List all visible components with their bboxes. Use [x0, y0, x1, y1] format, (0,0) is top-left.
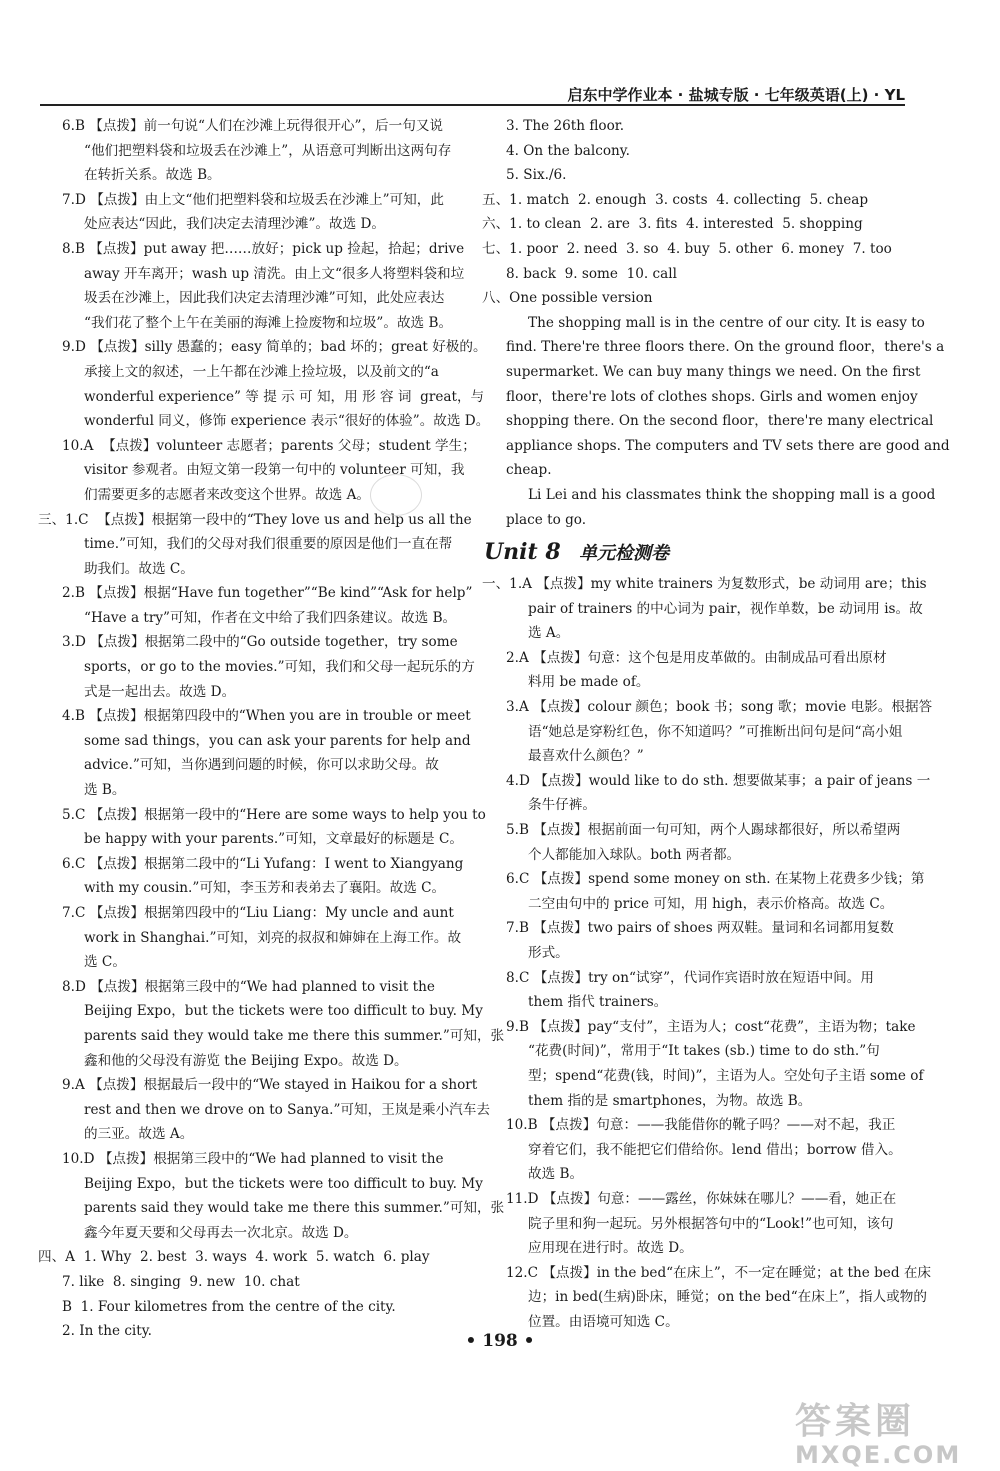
answer-line: B 1. Four kilometres from the centre of the city.	[62, 1298, 396, 1315]
answer-line: 7. like 8. singing 9. new 10. chat	[62, 1273, 300, 1290]
answer-line: 4. On the balcony.	[506, 142, 630, 159]
answer-line: parents said they would take me there this summer.”可知，张	[84, 1027, 505, 1044]
answer-line: 7.D 【点拨】由上文“他们把塑料袋和垃圾丢在沙滩上”可知，此	[62, 191, 444, 208]
answer-line: 个人都能加入球队。both 两者都。	[528, 846, 741, 863]
answer-line: 六、1. to clean 2. are 3. fits 4. interested 5. shopping	[482, 216, 863, 233]
answer-line: 选 C。	[84, 954, 126, 971]
answer-line: “我们花了整个上午在美丽的海滩上捡废物和垃圾”。故选 B。	[84, 314, 453, 331]
unit8-title-cn: 单元检测卷	[579, 543, 669, 565]
answer-line: “他们把塑料袋和垃圾丢在沙滩上”，从语意可判断出这两句存	[84, 142, 452, 159]
answer-line: 条牛仔裤。	[528, 797, 596, 814]
answer-line: “花费(时间)”，常用于“It takes (sb.) time to do sth.”句	[528, 1043, 880, 1060]
answer-line: 型；spend“花费(钱，时间)”，主语为人。空处句子主语 some of	[528, 1067, 924, 1084]
answer-line: 料用 be made of。	[528, 674, 650, 691]
answer-line: 3.D 【点拨】根据第二段中的“Go outside together，try some	[62, 634, 458, 651]
answer-line: 3.A 【点拨】colour 颜色；book 书；song 歌；movie 电影。根据答	[506, 699, 933, 716]
answer-line: some sad things，you can ask your parents for help and	[84, 732, 471, 749]
answer-line: pair of trainers 的中心词为 pair，视作单数，be 动词用 is。故	[528, 600, 923, 617]
answer-line: advice.”可知，当你遇到问题的时候，你可以求助父母。故	[84, 757, 439, 774]
answer-line: 6.C 【点拨】根据第二段中的“Li Yufang：I went to Xiangyang	[62, 855, 464, 872]
right-column-top	[482, 114, 950, 532]
right-column	[482, 114, 950, 1335]
answer-line: 位置。由语境可知选 C。	[528, 1313, 679, 1330]
answer-line: 四、A 1. Why 2. best 3. ways 4. work 5. watch 6. play	[38, 1249, 430, 1266]
answer-line: time.”可知，我们的父母对我们很重要的原因是他们一直在帮	[84, 536, 453, 553]
answer-line: 圾丢在沙滩上，因此我们决定去清理沙滩”可知，此处应表达	[84, 290, 445, 307]
answer-line: Beijing Expo，but the tickets were too difficult to buy. My	[84, 1175, 483, 1192]
watermark-text: 答案圈	[795, 1401, 916, 1442]
answer-line: 八、One possible version	[482, 290, 653, 307]
answer-line: place to go.	[506, 511, 587, 528]
answer-line: 式是一起出去。故选 D。	[84, 683, 236, 700]
answer-line: away 开车离开；wash up 清洗。由上文“很多人将塑料袋和垃	[84, 265, 465, 282]
answer-line: 穿着它们，我不能把它们借给你。lend 借出；borrow 借入。	[528, 1141, 902, 1158]
answer-line: 8.C 【点拨】try on“试穿”，代词作宾语时放在短语中间。用	[506, 969, 874, 986]
faint-stamp	[370, 474, 422, 516]
watermark-logo	[795, 1402, 995, 1470]
answer-line: 7.C 【点拨】根据第四段中的“Liu Liang：My uncle and aunt	[62, 905, 454, 921]
answer-line: 语“她总是穿粉红色，你不知道吗？”可推断出问句是问“高小姐	[528, 723, 903, 740]
answer-line: wonderful experience” 等 提 示 可 知，用 形 容 词 great，与	[84, 388, 485, 405]
answer-line: work in Shanghai.”可知，刘亮的叔叔和婶婶在上海工作。故	[84, 929, 462, 946]
page-number: • 198 •	[465, 1331, 535, 1351]
answer-line: 6.C 【点拨】spend some money on sth. 在某物上花费多少钱；第	[506, 871, 925, 888]
answer-line: 处应表达“因此，我们决定去清理沙滩”。故选 D。	[84, 216, 385, 233]
answer-line: 七、1. poor 2. need 3. so 4. buy 5. other 6. money 7. too	[482, 240, 892, 257]
answer-line: 2. In the city.	[62, 1323, 152, 1340]
answer-line: sports，or go to the movies.”可知，我们和父母一起玩乐的方	[84, 659, 475, 676]
right-column-bottom	[482, 572, 933, 1334]
answer-line: 5.C 【点拨】根据第一段中的“Here are some ways to help you to	[62, 806, 486, 823]
answer-line: Beijing Expo，but the tickets were too difficult to buy. My	[84, 1003, 483, 1020]
answer-line: 三、1.C 【点拨】根据第一段中的“They love us and help us all the	[38, 511, 472, 528]
answer-line: Li Lei and his classmates think the shopping mall is a good	[528, 486, 936, 503]
unit8-title-en: Unit 8	[484, 539, 561, 566]
answer-line: 9.B 【点拨】pay“支付”，主语为人；cost“花费”，主语为物；take	[506, 1018, 916, 1035]
answer-line: 9.D 【点拨】silly 愚蠢的；easy 简单的；bad 坏的；great 好极的。	[62, 339, 487, 356]
answer-line: 8. back 9. some 10. call	[506, 265, 677, 282]
answer-line: visitor 参观者。由短文第一段第一句中的 volunteer 可知，我	[84, 462, 465, 479]
answer-line: 们需要更多的志愿者来改变这个世界。故选 A。	[84, 486, 371, 503]
answer-line: 故选 B。	[528, 1166, 584, 1183]
answer-line: 选 A。	[528, 625, 570, 642]
answer-line: supermarket. We can buy many things we need. On the first	[506, 363, 921, 380]
answer-line: rest and then we drove on to Sanya.”可知，王岚是乘小汽车去	[84, 1101, 490, 1118]
answer-line: 6.B 【点拨】前一句说“人们在沙滩上玩得很开心”，后一句又说	[62, 118, 444, 134]
answer-line: 5. Six./6.	[506, 167, 567, 184]
answer-line: 2.A 【点拨】句意：这个包是用皮革做的。由制成品可看出原材	[506, 649, 887, 666]
answer-line: 10.A 【点拨】volunteer 志愿者；parents 父母；student 学生；	[62, 437, 476, 454]
left-column	[38, 114, 505, 1344]
answer-line: 最喜欢什么颜色？”	[528, 748, 644, 765]
answer-line: parents said they would take me there this summer.”可知，张	[84, 1200, 505, 1217]
answer-line: 鑫和他的父母没有游览 the Beijing Expo。故选 D。	[84, 1052, 408, 1069]
header-title: 启东中学作业本 · 盐城专版 · 七年级英语(上) · YL	[567, 86, 905, 104]
answer-line: 助我们。故选 C。	[84, 560, 194, 577]
answer-line: 12.C 【点拨】in the bed“在床上”，不一定在睡觉；at the bed 在床	[506, 1264, 932, 1281]
answer-line: 在转折关系。故选 B。	[84, 167, 221, 184]
unit8-heading	[482, 532, 907, 572]
watermark-url: MXQE.COM	[795, 1441, 962, 1469]
answer-line: 4.B 【点拨】根据第四段中的“When you are in trouble or meet	[62, 708, 471, 725]
answer-line: 应用现在进行时。故选 D。	[528, 1240, 693, 1257]
answer-line: them 指代 trainers。	[528, 994, 668, 1011]
running-header	[40, 84, 905, 106]
answer-line: them 指的是 smartphones，为物。故选 B。	[528, 1092, 812, 1109]
answer-line: 4.D 【点拨】would like to do sth. 想要做某事；a pair of jeans 一	[506, 772, 931, 789]
answer-line: 的三亚。故选 A。	[84, 1126, 194, 1143]
answer-line: 10.B 【点拨】句意：——我能借你的靴子吗？——对不起，我正	[506, 1117, 896, 1134]
answer-line: floor，there're lots of clothes shops. Girls and women enjoy	[506, 388, 918, 405]
answer-line: 3. The 26th floor.	[506, 118, 625, 134]
answer-line: wonderful 同义，修饰 experience 表示“很好的体验”。故选 D。	[84, 413, 490, 430]
answer-line: 选 B。	[84, 782, 126, 799]
answer-line: 一、1.A 【点拨】my white trainers 为复数形式，be 动词用 are；this	[482, 576, 927, 593]
answer-line: 形式。	[528, 945, 569, 961]
answer-line: 边；in bed(生病)卧床，睡觉；on the bed“在床上”，指人或物的	[528, 1289, 927, 1306]
answer-line: 五、1. match 2. enough 3. costs 4. collecting 5. cheap	[482, 191, 869, 208]
answer-line: be happy with your parents.”可知，文章最好的标题是 C。	[84, 831, 463, 848]
answer-line: The shopping mall is in the centre of our city. It is easy to	[528, 314, 925, 331]
answer-line: 7.B 【点拨】two pairs of shoes 两双鞋。量词和名词都用复数	[506, 920, 894, 937]
answer-line: 8.B 【点拨】put away 把……放好；pick up 捡起，拾起；drive	[62, 240, 465, 257]
answer-line: 8.D 【点拨】根据第三段中的“We had planned to visit the	[62, 978, 435, 995]
answer-line: 院子里和狗一起玩。另外根据答句中的“Look!”也可知，该句	[528, 1215, 894, 1232]
answer-line: 9.A 【点拨】根据最后一段中的“We stayed in Haikou for a short	[62, 1077, 478, 1094]
answer-line: appliance shops. The computers and TV sets there are good and	[506, 437, 950, 454]
answer-line: 2.B 【点拨】根据“Have fun together”“Be kind”“Ask for help”	[62, 585, 473, 602]
answer-line: 5.B 【点拨】根据前面一句可知，两个人踢球都很好，所以希望两	[506, 822, 901, 839]
answer-line: cheap.	[506, 462, 552, 479]
answer-line: 10.D 【点拨】根据第三段中的“We had planned to visit the	[62, 1150, 444, 1167]
answer-line: shopping there. On the second floor，there're many electrical	[506, 413, 934, 430]
answer-line: 二空由句中的 price 可知，用 high，表示价格高。故选 C。	[528, 895, 894, 912]
answer-line: with my cousin.”可知，李玉芳和表弟去了襄阳。故选 C。	[84, 880, 446, 897]
answer-line: 承接上文的叙述，一上午都在沙滩上捡垃圾，以及前文的“a	[84, 363, 439, 380]
answer-line: find. There're three floors there. On the ground floor，there's a	[506, 339, 945, 356]
answer-line: 鑫今年夏天要和父母再去一次北京。故选 D。	[84, 1224, 358, 1241]
answer-line: 11.D 【点拨】句意：——露丝，你妹妹在哪儿？——看，她正在	[506, 1190, 897, 1207]
answer-line: “Have a try”可知，作者在文中给了我们四条建议。故选 B。	[84, 609, 457, 626]
